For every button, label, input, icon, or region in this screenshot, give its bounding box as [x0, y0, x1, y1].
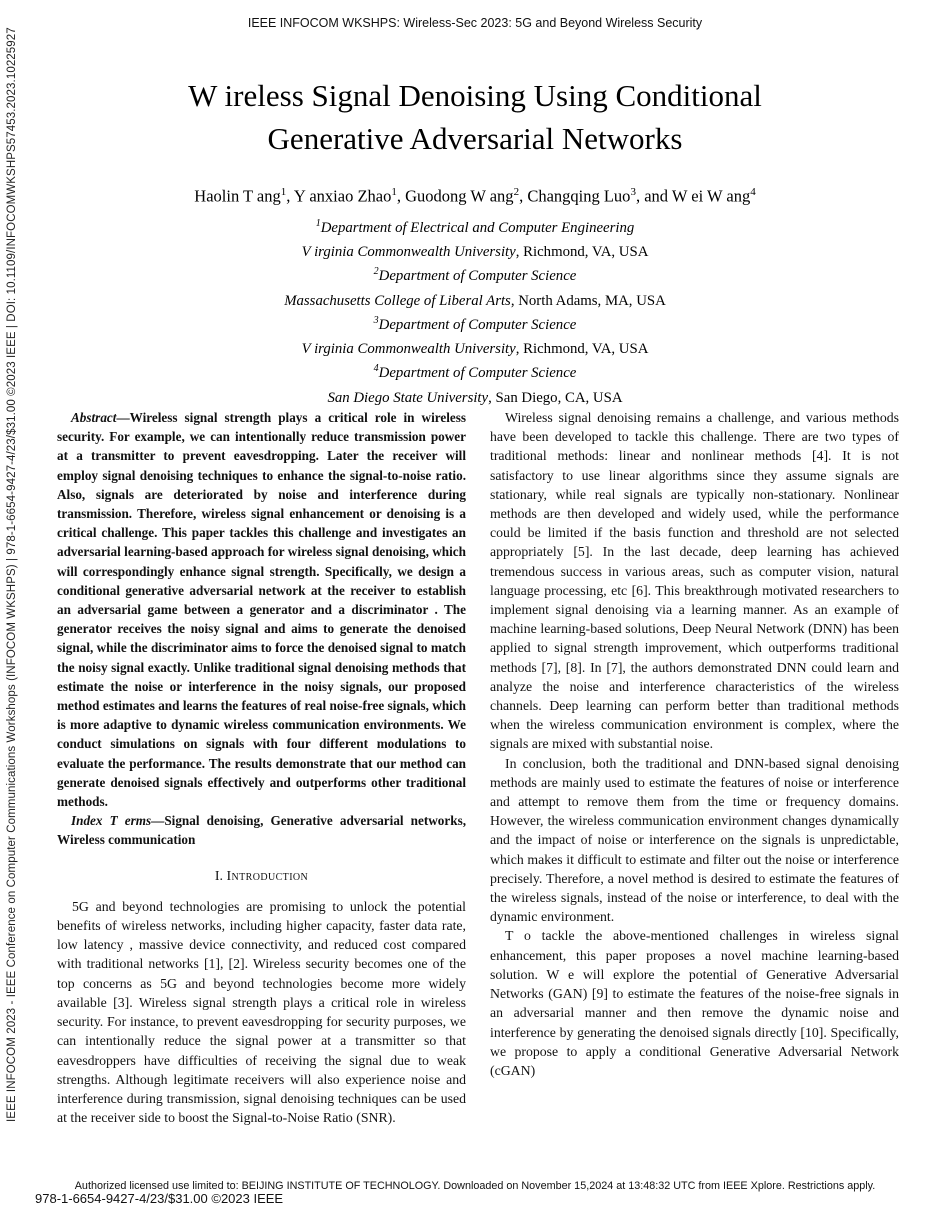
intro-paragraph-1: 5G and beyond technologies are promising to unlock the potential benefits of wireless networks, including higher capacity, faster data rate, low latency , massive device connectivity, and reduced cost compared with traditional networks [1], [2]. Wireless security becomes one of the top concerns as 5G and beyond technologies become more widely available [3]. Wireless signal strength plays a critical role in wireless security. For instance, to prevent eavesdropping for security purposes, we can intentionally reduce the signal power at a transmitter so that eavesdroppers have difficulties of receiving the signal due to weak strengths. Although legitimate receivers will also experience noise and interference during transmission, signal denoising techniques can be used at the receiver side to boost the Signal-to-Noise Ratio (SNR).: [57, 898, 466, 1126]
abstract-paragraph: [57, 408, 466, 811]
author-sup: 3: [630, 186, 636, 198]
author-name: W ei W ang: [671, 186, 751, 206]
affiliation-sup: 4: [373, 363, 379, 375]
affiliation-dept: Department of Computer Science: [378, 316, 577, 333]
abstract-dash: —: [116, 410, 130, 425]
author-sup: 1: [391, 186, 397, 198]
section-number: I.: [214, 868, 223, 884]
authors-line: [60, 186, 890, 207]
intro-paragraph-2: Wireless signal denoising remains a challenge, and various methods have been developed to tackle this challenge. There are two types of traditional methods: linear and nonlinear methods [4]. It is not satisfactory to use linear algorithms since they assume signals are stationary, while real signals are typically non-stationary. Nonlinear methods are then developed and widely used, while the performance could be limited if the basis function and threshold are not selected appropriately [5]. In the last decade, deep learning has achieved tremendous success in various areas, such as computer vision, natural language processing, etc [6]. This breakthrough motivated researchers to implement signal denoising via a learning manner. As an example of machine learning-based solutions, Deep Neural Network (DNN) has been applied to signal strength improvement, which outperforms traditional methods [7], [8]. In [7], the authors demonstrated DNN could learn and analyze the noise and interference characteristics of the wireless channels. Deep learning can perform better than traditional methods when the wireless communication environment is complex, where the signals are mixed with substantial noise.: [490, 410, 899, 752]
right-column: [490, 408, 899, 1127]
affiliation-sup: 2: [373, 266, 379, 278]
intro-paragraph-3: In conclusion, both the traditional and DNN-based signal denoising methods are mainly used to estimate the features of noise or interference and attempt to remove them from the time or frequency domains. However, the wireless communication environment changes dynamically and the impact of noise or interference on the signals is unpredictable, which makes it difficult to estimate and filter out the noise or interference precisely. Therefore, a novel method is desired to estimate the features of the wireless signals, instead of the noise or interference, to deal with the dynamic environment.: [490, 755, 899, 925]
author-sup: 1: [280, 186, 287, 198]
affiliation-location: , Richmond, VA, USA: [515, 244, 649, 261]
two-column-body: [57, 408, 899, 1127]
author-name: Changqing Luo: [527, 186, 631, 206]
index-terms-paragraph: [57, 811, 466, 849]
affiliation-line: [60, 311, 890, 335]
affiliation-dept: Department of Electrical and Computer Engineering: [320, 219, 635, 236]
affiliation-location: , Richmond, VA, USA: [515, 341, 649, 358]
affiliation-university: Massachusetts College of Liberal Arts: [284, 292, 511, 309]
author-separator: , and: [635, 186, 672, 206]
affiliation-dept: Department of Computer Science: [378, 365, 577, 382]
index-terms-label: Index T erms: [71, 813, 152, 829]
affiliation-line: [60, 335, 890, 359]
author-separator: ,: [519, 186, 528, 206]
intro-paragraph-4: T o tackle the above-mentioned challenges in wireless signal enhancement, this paper proposes a novel machine learning-based solution. W e will explore the potential of Generative Adversarial Networks (GAN) [9] to estimate the features of the noise-free signals in an adversarial manner and then remove the dynamic noise and interference by generating the denoised signals directly [10]. Specifically, we propose to apply a conditional Generative Adversarial Network (cGAN): [490, 928, 899, 1078]
xplore-sidebar-stamp: IEEE INFOCOM 2023 - IEEE Conference on Computer Communications Workshops (INFOCOM WKSHPS) | 978-1-6654-9427-4/23/$31.00 ©2023 IEEE | DOI: 10.1109/INFOCOMWKSHPS57453.2023.10225927: [6, 27, 18, 1122]
affiliation-location: , North Adams, MA, USA: [510, 292, 666, 309]
author-name: Haolin T ang: [194, 186, 281, 206]
author-name: Y anxiao Zhao: [293, 186, 392, 206]
affiliation-university: San Diego State University: [327, 389, 489, 406]
affiliations-block: [60, 214, 890, 408]
isbn-copyright-footer: 978-1-6654-9427-4/23/$31.00 ©2023 IEEE: [35, 1191, 284, 1206]
author-separator: ,: [286, 186, 294, 206]
affiliation-university: V irginia Commonwealth University: [301, 244, 516, 261]
affiliation-line: [60, 214, 890, 238]
affiliation-line: [60, 262, 890, 286]
author-name: Guodong W ang: [405, 186, 514, 206]
index-terms-text: Signal denoising, Generative adversarial networks, Wireless communication: [57, 813, 466, 848]
affiliation-location: , San Diego, CA, USA: [488, 389, 623, 406]
author-separator: ,: [396, 186, 406, 206]
affiliation-sup: 3: [373, 314, 379, 326]
affiliation-line: [60, 359, 890, 383]
section-heading-introduction: [57, 867, 466, 886]
paper-title-line1: W ireless Signal Denoising Using Conditional: [188, 78, 762, 113]
author-sup: 4: [750, 186, 756, 198]
affiliation-line: [60, 287, 890, 311]
affiliation-dept: Department of Computer Science: [378, 268, 577, 285]
abstract-label: Abstract: [71, 410, 117, 425]
license-footer: Authorized licensed use limited to: BEIJING INSTITUTE OF TECHNOLOGY. Downloaded on November 15,2024 at 13:48:32 UTC from IEEE Xplore. Restrictions apply.: [74, 1180, 876, 1192]
paper-title: [80, 74, 870, 160]
affiliation-line: [60, 384, 890, 408]
index-terms-dash: —: [151, 813, 165, 829]
left-column: [57, 408, 466, 1127]
abstract-text: Wireless signal strength plays a critical role in wireless security. For example, we can intentionally reduce transmission power at a transmitter to prevent eavesdropping. Later the receiver will employ signal denoising techniques to enhance the signal-to-noise ratio. Also, signals are deteriorated by noise and interference during transmission. Therefore, wireless signal enhancement or denoising is a critical challenge. This paper tackles this challenge and investigates an adversarial learning-based approach for wireless signal denoising, which will correspondingly enhance signal strength. Specifically, we design a conditional generative adversarial network at the receiver to establish an adversarial game between a generator and a discriminator . The generator receives the noisy signal and aims to generate the denoised signal, while the discriminator aims to force the denoised signal to match the noisy signal exactly. Unlike traditional signal denoising methods that estimate the noise or interference in the noisy signals, our proposed method estimates and learns the features of real noise-free signals, which is more adaptive to dynamic wireless communication environments. We conduct simulations on signals with four different modulations to evaluate the performance. The results demonstrate that our method can generate denoised signals effectively and outperforms other traditional methods.: [57, 410, 466, 810]
affiliation-university: V irginia Commonwealth University: [301, 341, 516, 358]
affiliation-sup: 1: [315, 218, 321, 229]
section-title: Introduction: [226, 868, 309, 884]
paper-title-line2: Generative Adversarial Networks: [267, 121, 683, 156]
running-head: IEEE INFOCOM WKSHPS: Wireless-Sec 2023: 5G and Beyond Wireless Security: [247, 16, 703, 30]
affiliation-line: [60, 238, 890, 262]
author-sup: 2: [513, 186, 520, 198]
